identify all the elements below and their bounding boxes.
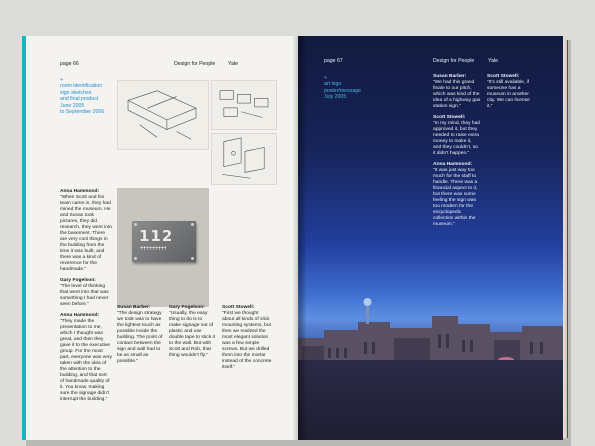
museum-skyline-illustration xyxy=(298,294,563,366)
screw-icon xyxy=(134,223,137,226)
room-sign-plate xyxy=(132,221,196,262)
speaker-name: Scott Stowell: xyxy=(487,74,520,79)
right-page-number: page 67 xyxy=(324,58,343,64)
caption-line: July 2005 xyxy=(324,94,347,101)
left-section-label: Yale xyxy=(228,61,238,67)
sketch-drawing xyxy=(212,134,276,184)
quote-text: “The design strategy we took was to have the lightest touch as possible inside the building. The point of contact between the sign and wall had to be as small as possible.” xyxy=(117,311,163,364)
quote-text: “The level of thinking that went into that was something I had never seen before.” xyxy=(60,284,109,307)
quote-text: “It’s still available, if someone has a museum in another city. We can license it.” xyxy=(487,80,530,109)
quote-text: “It was just way too much for the staff to handle. There was a financial aspect to it, but there was some feeling the sign was too modern for the encyclopedic collection within the museum.” xyxy=(433,168,478,227)
page-edge xyxy=(563,40,568,438)
quote-text: “When Scott and his team came in, they had mined the museum. He and Susan took pictures, they did research, they went into the basement. There are very cool things in the building from the time it was built, and there was a kind of reverence for the handmade.” xyxy=(60,195,112,272)
caption-marker: + xyxy=(324,75,328,81)
speaker-name: Susan Barber: xyxy=(433,74,467,79)
caption-line: and final product xyxy=(60,96,99,103)
right-page xyxy=(298,36,563,440)
quote-text: “Usually, the easy thing to do is to make signage out of plastic and use double tape to stick it to the wall. But with Scott and Rob, that thing wouldn’t fly.” xyxy=(169,311,215,358)
left-page xyxy=(22,36,298,440)
caption-line: room identification xyxy=(60,83,103,90)
speaker-name: Gary Fogelson: xyxy=(60,278,96,283)
right-book-title: Design for People xyxy=(433,58,475,64)
quote-text: “We had this grand finale to our pitch, which was kind of the idea of a highway gas station sign.” xyxy=(433,80,481,109)
quote-text: “First we thought about all kinds of slick mounting systems, but then we realized the most elegant solution was a few simple screws. But we drilled them into the mortar instead of the concrete itself.” xyxy=(222,311,272,370)
speaker-name: Scott Stowell: xyxy=(433,115,466,120)
sign-photo xyxy=(117,188,209,307)
screw-icon xyxy=(191,257,194,260)
speaker-name: Anna Hammond: xyxy=(433,162,473,167)
text-column-1 xyxy=(60,189,112,408)
caption-line: June 2005 xyxy=(60,102,85,109)
braille-dots xyxy=(140,246,166,250)
screw-icon xyxy=(134,257,137,260)
sketch-drawing xyxy=(212,81,276,129)
speaker-name: Gary Fogelson: xyxy=(169,305,205,310)
caption-marker: + xyxy=(60,77,64,83)
caption-line: sign sketches xyxy=(60,89,92,96)
speaker-name: Scott Stowell: xyxy=(222,305,255,310)
left-caption xyxy=(60,77,104,115)
sketch-drawing xyxy=(118,81,208,149)
sketch-mounting-detail xyxy=(211,80,277,130)
caption-line: poster/message xyxy=(324,87,361,94)
ground-plane xyxy=(298,360,563,440)
right-text-column-2 xyxy=(487,74,535,115)
screw-icon xyxy=(191,223,194,226)
book-gutter xyxy=(292,36,306,440)
left-page-number: page 66 xyxy=(60,61,79,67)
text-column-4 xyxy=(222,305,272,376)
sign-pylon xyxy=(364,298,372,324)
text-column-2 xyxy=(117,305,163,370)
sketch-sign-perspective xyxy=(117,80,209,150)
text-column-3 xyxy=(169,305,215,364)
caption-line: to September 2006 xyxy=(60,109,105,116)
room-number: 112 xyxy=(139,227,174,245)
left-book-title: Design for People xyxy=(174,61,216,67)
right-caption xyxy=(324,75,361,101)
speaker-name: Anna Hammond: xyxy=(60,189,100,194)
caption-line: art logo xyxy=(324,81,342,88)
right-section-label: Yale xyxy=(488,58,498,64)
speaker-name: Anna Hammond: xyxy=(60,313,100,318)
open-book xyxy=(22,36,567,440)
quote-text: “They made the presentation to me, which I thought was great, and then they gave it to the executive group. For the most part, everyone was very taken with the idea of the attention to the building, and that sort of handmade quality of it. You know, making sure the signage didn’t interrupt the building.” xyxy=(60,319,112,402)
right-text-column-1 xyxy=(433,74,481,233)
quote-text: “In my mind, they had approved it, but they needed to raise extra money to make it, and they couldn’t, so it didn’t happen.” xyxy=(433,121,481,156)
speaker-name: Susan Barber: xyxy=(117,305,151,310)
sketch-wall-bracket xyxy=(211,133,277,185)
